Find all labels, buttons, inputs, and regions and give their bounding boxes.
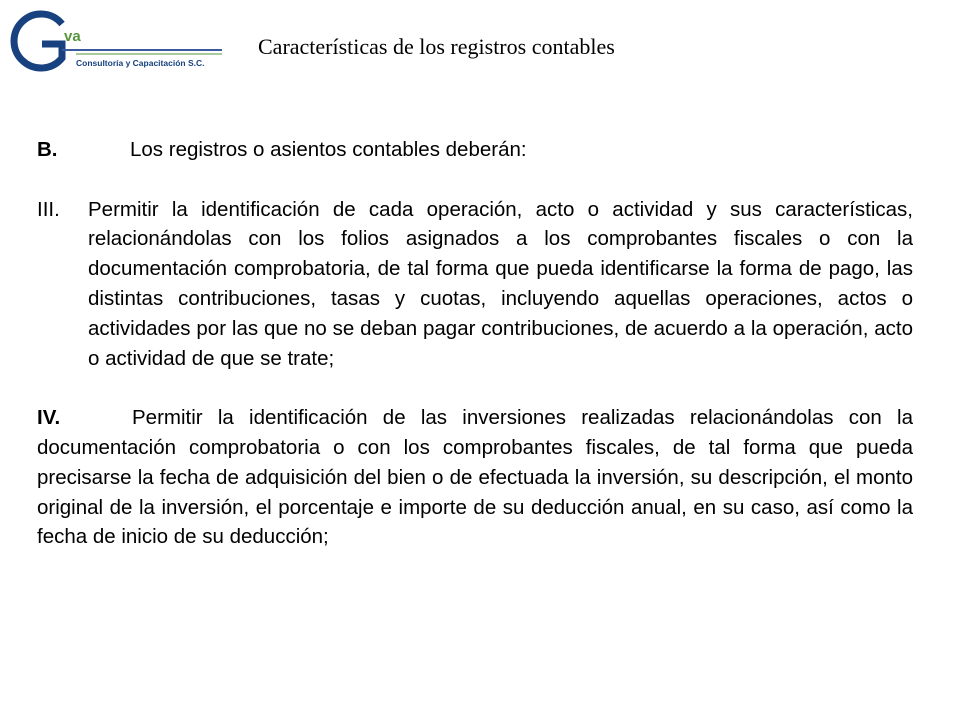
logo-tagline: Consultoría y Capacitación S.C. [76,58,205,68]
intro-text: Los registros o asientos contables deberán: [130,138,527,161]
company-logo [4,8,226,74]
document-body [37,135,913,552]
intro-label: B. [37,138,58,161]
intro-paragraph [37,135,913,165]
logo-g-letter [14,14,62,68]
page-title: Características de los registros contables [258,34,615,59]
logo-va-letters: va [64,28,81,45]
item-iii-text: Permitir la identificación de cada operación, acto o actividad y sus características, relacionándolas con los folios asignados a los comprobantes fiscales o con la documentación comprobatoria, de tal forma que pueda identificarse la forma de pago, las distintas contribuciones, tasas y cuotas, incluyendo aquellas operaciones, actos o actividades por las que no se deban pagar contribuciones, de acuerdo a la operación, acto o actividad de que se trate; [88,197,913,370]
item-iii-paragraph [37,195,913,374]
item-iii-label: III. [37,197,60,221]
item-iv-text: Permitir la identificación de las inversiones realizadas relacionándolas con la documentación comprobatoria o con los comprobantes fiscales, de tal forma que pueda precisarse la fecha de adquisición del bien o de efectuada la inversión, su descripción, el monto original de la inversión, el porcentaje e importe de su deducción anual, en su caso, así como la fecha de inicio de su deducción; [37,406,913,549]
item-iv-label: IV. [37,406,61,430]
item-iv-paragraph [37,403,913,552]
